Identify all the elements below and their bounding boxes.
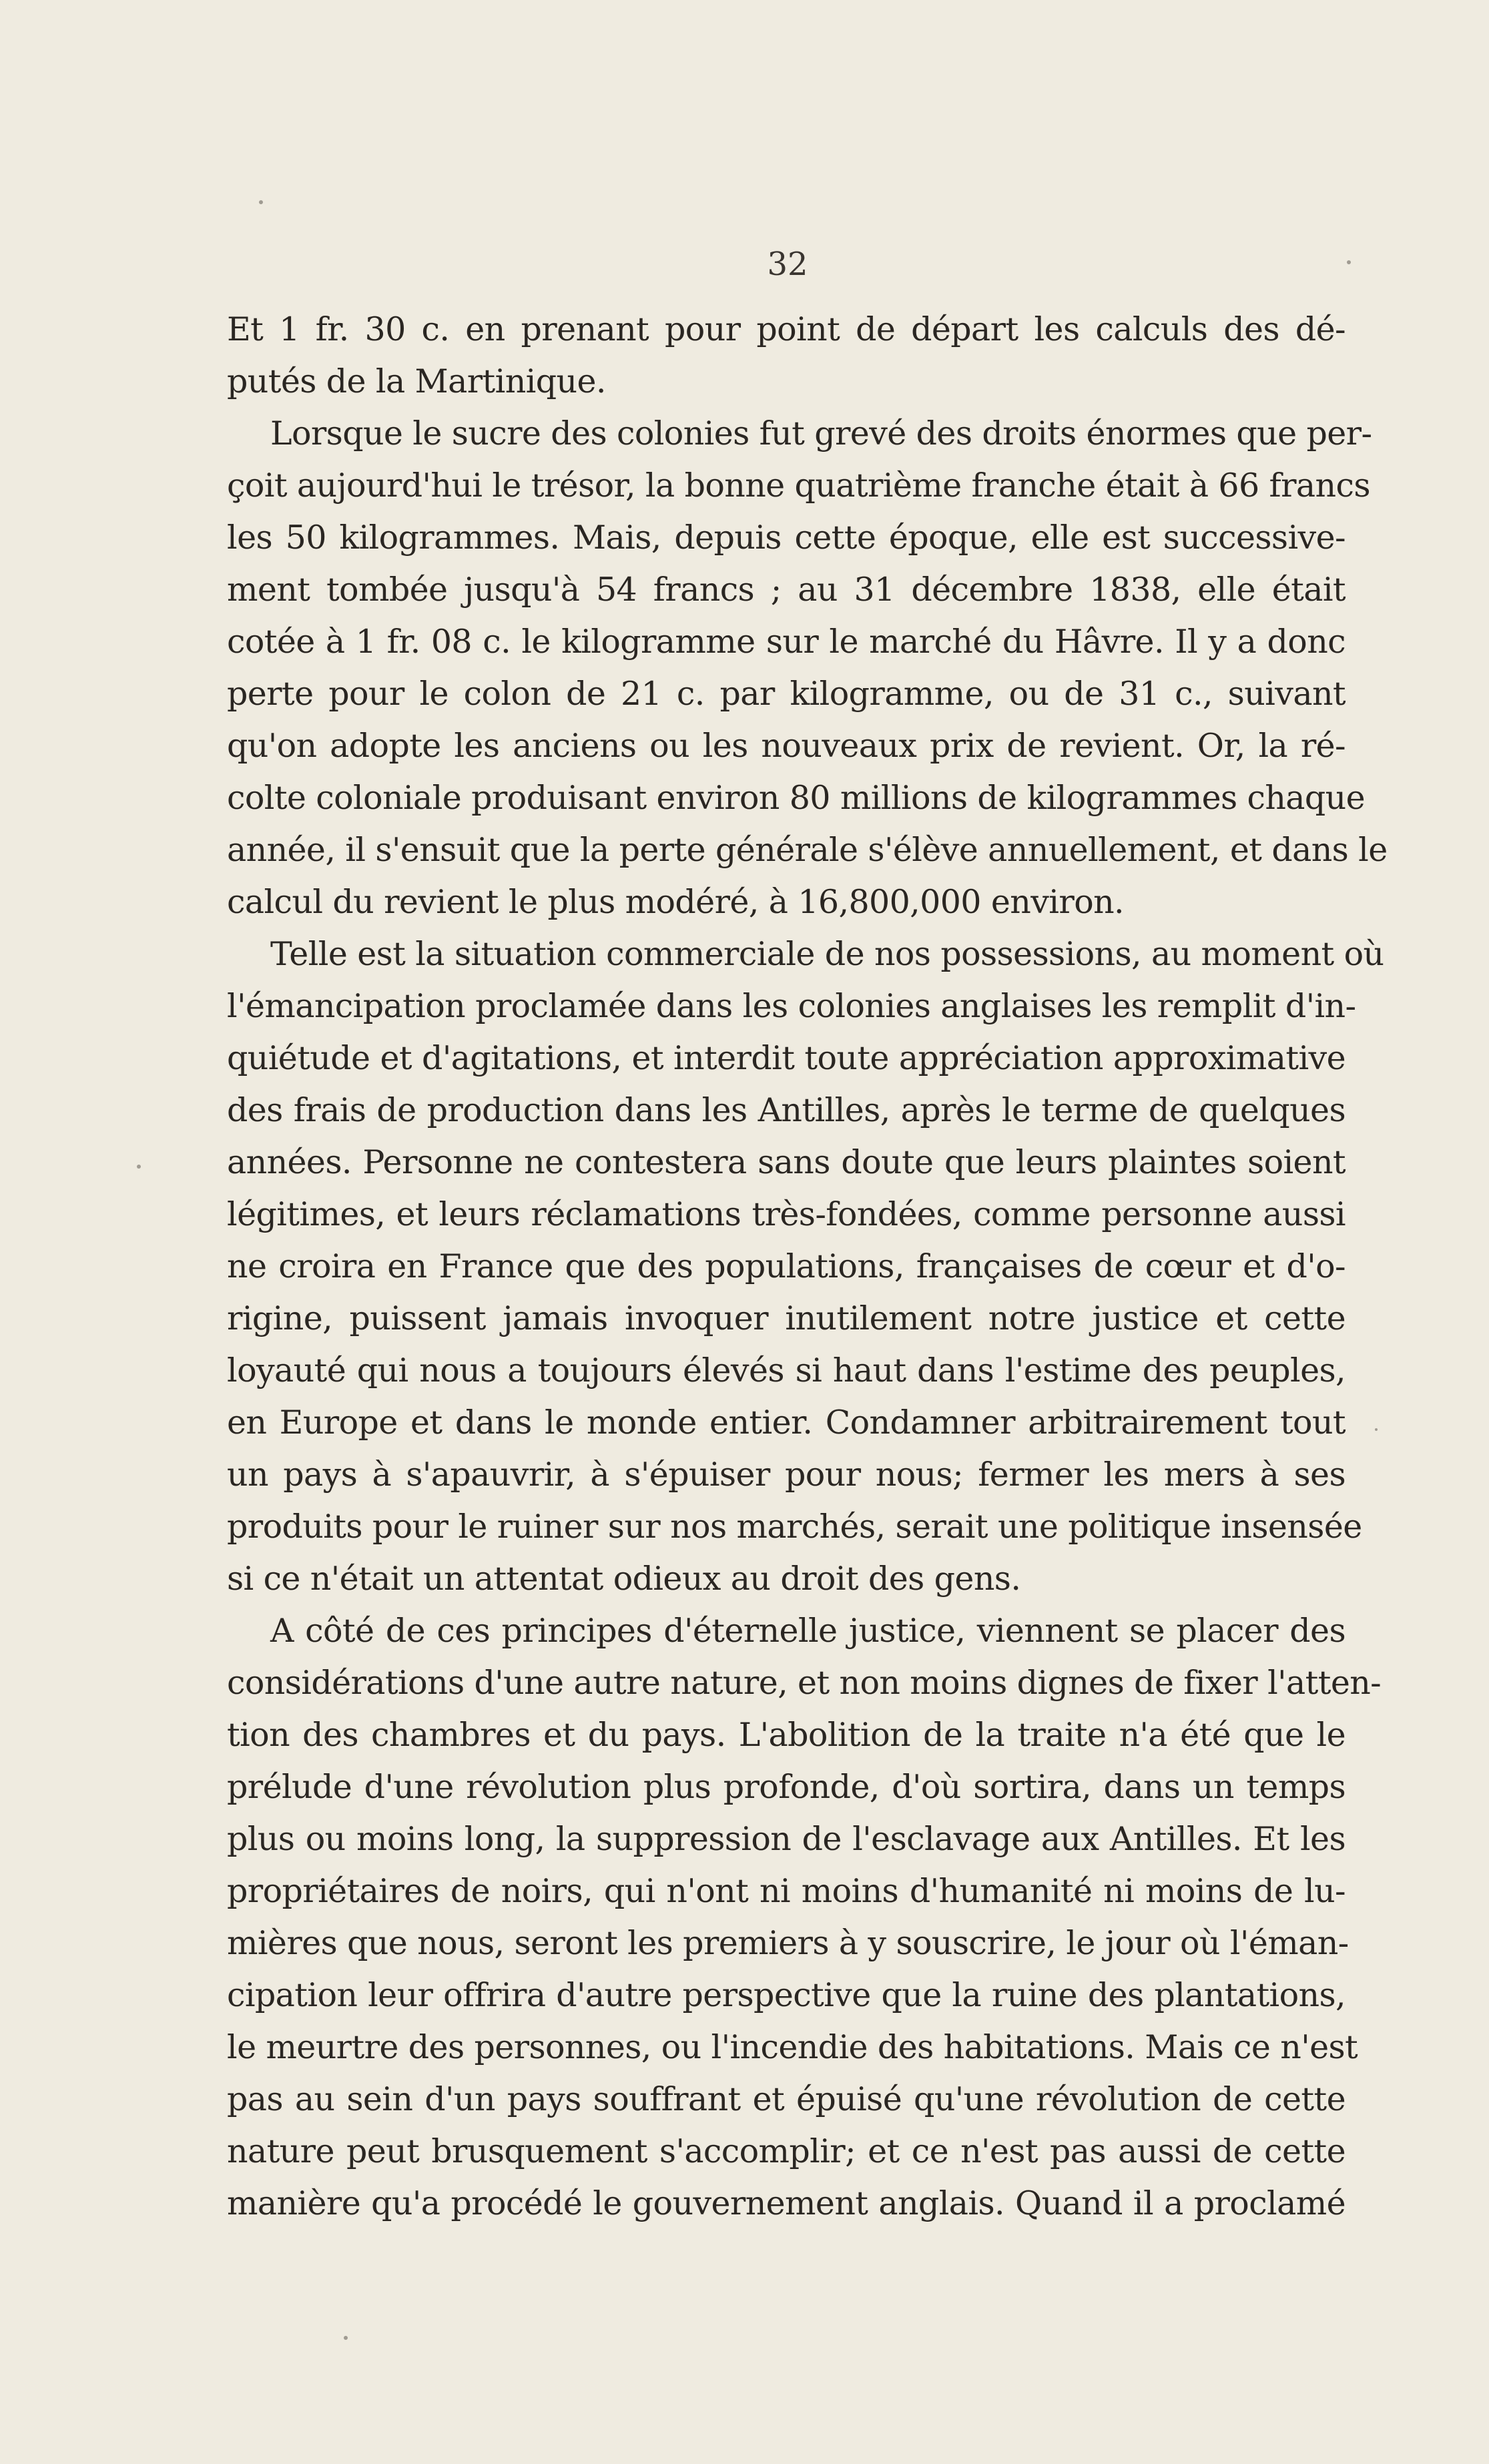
text-line: mières que nous, seront les premiers à y souscrire, le jour où l'éman- [227, 1924, 1349, 1962]
text-line: prélude d'une révolution plus profonde, d'où sortira, dans un temps [227, 1768, 1346, 1806]
paper-speck [1347, 260, 1351, 264]
paragraph [227, 928, 1384, 1605]
text-line: qu'on adopte les anciens ou les nouveaux prix de revient. Or, la ré- [227, 727, 1346, 765]
text-line: en Europe et dans le monde entier. Condamner arbitrairement tout [227, 1404, 1346, 1442]
text-line: cipation leur offrira d'autre perspective que la ruine des plantations, [227, 1976, 1346, 2014]
text-line: Lorsque le sucre des colonies fut grevé des droits énormes que per- [270, 414, 1372, 452]
paper-speck [1375, 1428, 1378, 1431]
text-line: des frais de production dans les Antilles, après le terme de quelques [227, 1091, 1346, 1129]
text-line: tion des chambres et du pays. L'abolition de la traite n'a été que le [227, 1716, 1346, 1754]
text-line: les 50 kilogrammes. Mais, depuis cette époque, elle est successive- [227, 519, 1346, 557]
text-line: plus ou moins long, la suppression de l'esclavage aux Antilles. Et les [227, 1820, 1346, 1858]
text-line: A côté de ces principes d'éternelle justice, viennent se placer des [270, 1612, 1346, 1650]
body-text [227, 304, 1388, 2230]
paragraph [227, 1605, 1382, 2230]
text-line: çoit aujourd'hui le trésor, la bonne quatrième franche était à 66 francs [227, 467, 1370, 505]
text-line: si ce n'était un attentat odieux au droit des gens. [227, 1560, 1021, 1598]
paper-speck [344, 2336, 348, 2340]
text-line: pas au sein d'un pays souffrant et épuisé qu'une révolution de cette [227, 2080, 1346, 2118]
text-line: Telle est la situation commerciale de nos possessions, au moment où [270, 935, 1384, 973]
text-line: loyauté qui nous a toujours élevés si haut dans l'estime des peuples, [227, 1351, 1346, 1390]
text-line: années. Personne ne contestera sans doute que leurs plaintes soient [227, 1143, 1346, 1181]
text-line: calcul du revient le plus modéré, à 16,800,000 environ. [227, 883, 1125, 921]
text-line: perte pour le colon de 21 c. par kilogramme, ou de 31 c., suivant [227, 675, 1346, 713]
text-line: cotée à 1 fr. 08 c. le kilogramme sur le marché du Hâvre. Il y a donc [227, 623, 1346, 661]
text-line: légitimes, et leurs réclamations très-fondées, comme personne aussi [227, 1195, 1346, 1233]
text-line: manière qu'a procédé le gouvernement anglais. Quand il a proclamé [227, 2184, 1346, 2222]
text-line: colte coloniale produisant environ 80 millions de kilogrammes chaque [227, 779, 1366, 817]
text-line: nature peut brusquement s'accomplir; et ce n'est pas aussi de cette [227, 2132, 1346, 2170]
text-line: propriétaires de noirs, qui n'ont ni moins d'humanité ni moins de lu- [227, 1872, 1346, 1910]
text-line: considérations d'une autre nature, et non moins dignes de fixer l'atten- [227, 1664, 1382, 1702]
paragraph [227, 408, 1388, 928]
text-line: putés de la Martinique. [227, 362, 606, 400]
text-line: Et 1 fr. 30 c. en prenant pour point de départ les calculs des dé- [227, 310, 1346, 348]
paper-speck [137, 1165, 141, 1169]
paragraph [227, 304, 1346, 408]
paper-speck [259, 200, 263, 204]
text-line: ment tombée jusqu'à 54 francs ; au 31 décembre 1838, elle était [227, 571, 1346, 609]
page-number: 32 [767, 246, 808, 283]
text-line: année, il s'ensuit que la perte générale s'élève annuellement, et dans le [227, 831, 1388, 869]
text-line: quiétude et d'agitations, et interdit toute appréciation approximative [227, 1039, 1346, 1077]
text-line: ne croira en France que des populations, françaises de cœur et d'o- [227, 1247, 1346, 1285]
text-line: un pays à s'apauvrir, à s'épuiser pour nous; fermer les mers à ses [227, 1456, 1346, 1494]
text-line: l'émancipation proclamée dans les colonies anglaises les remplit d'in- [227, 987, 1356, 1025]
text-line: le meurtre des personnes, ou l'incendie des habitations. Mais ce n'est [227, 2028, 1358, 2066]
text-line: rigine, puissent jamais invoquer inutilement notre justice et cette [227, 1299, 1346, 1337]
text-line: produits pour le ruiner sur nos marchés, serait une politique insensée [227, 1508, 1362, 1546]
